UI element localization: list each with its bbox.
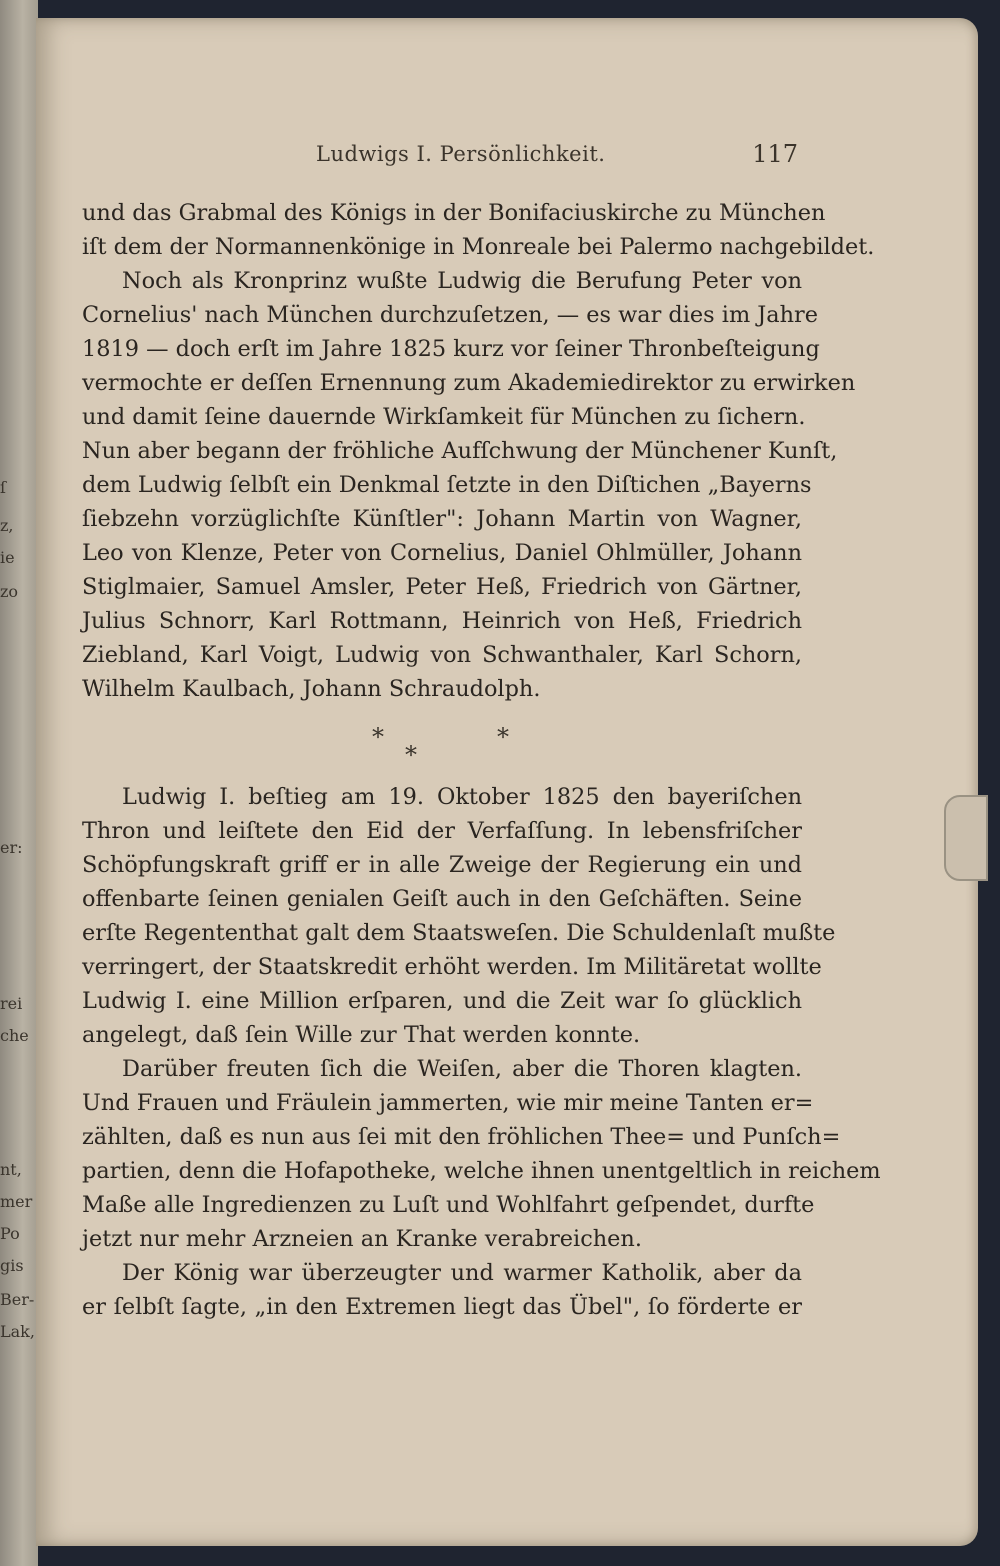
asterisk: * [497,723,509,751]
running-title: Ludwigs I. Persönlichkeit. [316,142,606,166]
text-line: Ziebland, Karl Voigt, Ludwig von Schwanthaler, Karl Schorn, [82,642,802,668]
page-body [82,196,881,1324]
text-line: Und Frauen und Fräulein jammerten, wie mir meine Tanten er= [82,1090,814,1116]
asterisk: * [405,741,417,769]
text-line: Leo von Klenze, Peter von Cornelius, Daniel Ohlmüller, Johann [82,540,802,566]
asterisk: * [372,723,384,751]
left-margin-fragment: zo [0,582,19,601]
left-margin-fragment: mer [0,1192,33,1211]
text-line: Cornelius' nach München durchzuſetzen, — es war dies im Jahre [82,302,818,328]
text-line: und damit ſeine dauernde Wirkſamkeit für München zu ſichern. [82,404,806,430]
text-line: Thron und leiſtete den Eid der Verfaſſung. In lebensfriſcher [82,818,802,844]
section-separator [82,706,802,780]
text-line: zählten, daß es nun aus ſei mit den fröhlichen Thee= und Punſch= [82,1124,841,1150]
text-line: ſiebzehn vorzüglichſte Künſtler": Johann Martin von Wagner, [82,506,802,532]
left-margin-fragment: er: [0,838,23,857]
left-margin-fragment: Po [0,1224,20,1243]
text-line: Julius Schnorr, Karl Rottmann, Heinrich von Heß, Friedrich [82,608,802,634]
left-margin-fragment: ie [0,548,15,567]
paragraph [82,1256,802,1324]
left-margin-fragment: rei [0,994,23,1013]
text-line: und das Grabmal des Königs in der Bonifaciuskirche zu München [82,200,826,226]
text-line: er ſelbſt ſagte, „in den Extremen liegt das Übel", ſo förderte er [82,1294,802,1320]
paragraph [82,1052,881,1256]
left-margin-fragment: Lak, [0,1322,35,1341]
left-margin-fragment: che [0,1026,29,1045]
text-line: iſt dem der Normannenkönige in Monreale bei Palermo nachgebildet. [82,234,875,260]
text-line: Nun aber begann der fröhliche Aufſchwung der Münchener Kunſt, [82,438,838,464]
paragraph [82,196,875,264]
text-line: Ludwig I. beſtieg am 19. Oktober 1825 den bayeriſchen [122,784,802,810]
text-line: erſte Regententhat galt dem Staatsweſen. Die Schuldenlaſt mußte [82,920,836,946]
left-margin-fragment: Ber- [0,1290,35,1309]
text-line: 1819 — doch erſt im Jahre 1825 kurz vor ſeiner Thronbeſteigung [82,336,820,362]
left-margin-fragment: nt, [0,1160,22,1179]
paragraph [82,264,856,706]
text-line: Maße alle Ingredienzen zu Luſt und Wohlfahrt geſpendet, durfte [82,1192,815,1218]
text-line: Ludwig I. eine Million erſparen, und die Zeit war ſo glücklich [82,988,802,1014]
text-line: Stiglmaier, Samuel Amsler, Peter Heß, Friedrich von Gärtner, [82,574,802,600]
text-line: partien, denn die Hofapotheke, welche ihnen unentgeltlich in reichem [82,1158,881,1184]
text-line: verringert, der Staatskredit erhöht werden. Im Militäretat wollte [82,954,822,980]
text-line: jetzt nur mehr Arzneien an Kranke verabreichen. [82,1226,642,1252]
text-line: Darüber freuten ſich die Weiſen, aber die Thoren klagten. [122,1056,802,1082]
paragraph [82,780,836,1052]
left-margin-fragment: gis [0,1256,24,1275]
page-tab-marker [944,795,988,881]
text-line: Schöpfungskraft griff er in alle Zweige der Regierung ein und [82,852,802,878]
left-margin-fragment: ſ [0,478,6,497]
text-line: Noch als Kronprinz wußte Ludwig die Berufung Peter von [122,268,802,294]
text-line: vermochte er deſſen Ernennung zum Akademiedirektor zu erwirken [82,370,856,396]
text-line: Wilhelm Kaulbach, Johann Schraudolph. [82,676,541,702]
left-margin-fragment: z, [0,516,14,535]
text-line: angelegt, daß ſein Wille zur That werden konnte. [82,1022,641,1048]
adjacent-page-edge [0,0,38,1566]
page-number: 117 [752,140,798,168]
text-line: offenbarte ſeinen genialen Geiſt auch in den Geſchäften. Seine [82,886,802,912]
text-line: Der König war überzeugter und warmer Katholik, aber da [122,1260,802,1286]
text-line: dem Ludwig ſelbſt ein Denkmal ſetzte in den Diſtichen „Bayerns [82,472,812,498]
page-header [316,142,800,174]
